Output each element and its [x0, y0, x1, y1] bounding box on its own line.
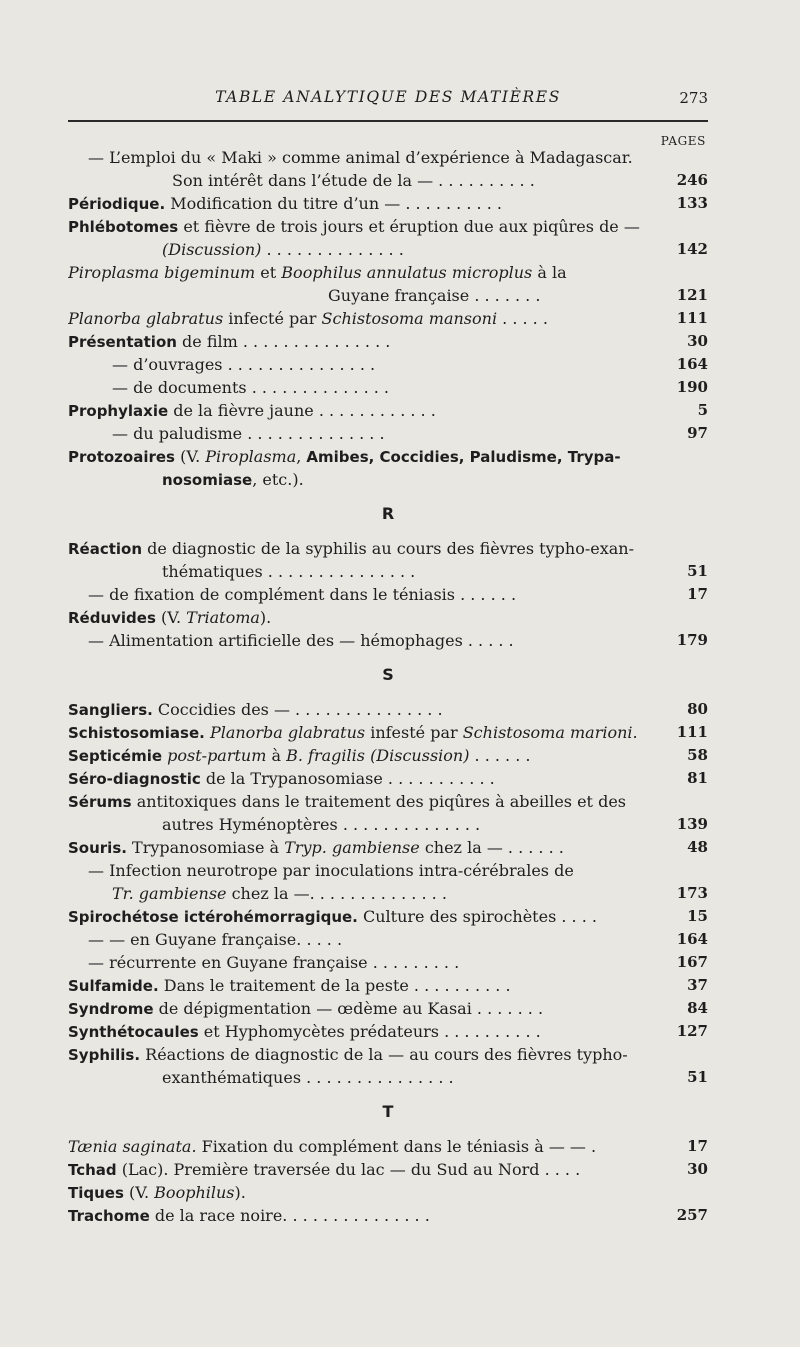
entry-text — [88, 859, 640, 882]
entry-keyword: Séro-diagnostic — [68, 770, 201, 788]
index-entry — [68, 1066, 708, 1089]
index-entry — [68, 836, 708, 859]
entry-text — [68, 997, 640, 1021]
entry-keyword: Septicémie — [68, 747, 163, 765]
entry-keyword: Synthétocaules — [68, 1023, 199, 1041]
index-entry — [68, 192, 708, 215]
entry-text-run: thématiques . . . . . . . . . . . . . . . — [162, 562, 416, 581]
entry-text-run: — Infection neurotrope par inoculations intra-cérébrales de — [88, 861, 574, 880]
index-entry — [68, 767, 708, 790]
entry-keyword: Réduvides — [68, 609, 156, 627]
entry-text — [88, 928, 640, 951]
entry-text-run: — de fixation de complément dans le téniasis . . . . . . — [88, 585, 517, 604]
index-entry — [68, 215, 708, 238]
entry-italic-text: Tr. gambiense — [112, 884, 227, 903]
entry-text — [68, 606, 640, 630]
index-entry — [68, 330, 708, 353]
entry-page-number: 37 — [687, 976, 708, 994]
entry-text-run: Trypanosomiase à — [126, 838, 285, 857]
entry-keyword: Trachome — [68, 1207, 150, 1225]
entry-text-run: infesté par — [365, 723, 463, 742]
entry-page-number: 164 — [676, 930, 708, 948]
page-number: 273 — [679, 89, 708, 107]
index-entry — [68, 146, 708, 169]
entry-text — [68, 698, 640, 722]
entry-text — [112, 353, 640, 376]
entry-text-run: à la — [532, 263, 567, 282]
entry-text-run: — du paludisme . . . . . . . . . . . . . . — [112, 424, 385, 443]
index-entry — [68, 905, 708, 928]
entry-text-run: de la race noire. . . . . . . . . . . . . . . — [149, 1206, 430, 1225]
entry-text-run: autres Hyménoptères . . . . . . . . . . . . . . — [162, 815, 481, 834]
entry-text — [172, 169, 640, 192]
entry-text — [88, 629, 640, 652]
entry-keyword: nosomiase — [162, 471, 253, 489]
entry-text-run: et — [255, 263, 282, 282]
entry-keyword: Prophylaxie — [68, 402, 169, 420]
entry-text — [68, 905, 640, 929]
entry-italic-text: Piroplasma — [205, 447, 297, 466]
entry-keyword: Spirochétose ictérohémorragique. — [68, 908, 358, 926]
entry-text-run: — récurrente en Guyane française . . . . . . . . . — [88, 953, 460, 972]
entry-page-number: 17 — [687, 1137, 708, 1155]
entry-page-number: 111 — [676, 723, 708, 741]
entry-text-run: . . . . . . — [469, 746, 531, 765]
index-entry — [68, 261, 708, 284]
entry-italic-text: (Discussion) — [370, 746, 470, 765]
entry-text — [68, 307, 640, 330]
entry-text-run: — Alimentation artificielle des — hémophages . . . . . — [88, 631, 514, 650]
entry-page-number: 167 — [676, 953, 708, 971]
entry-page-number: 30 — [687, 1160, 708, 1178]
entry-page-number: 15 — [687, 907, 708, 925]
entry-text-run: et Hyphomycètes prédateurs . . . . . . . . . . — [198, 1022, 541, 1041]
entry-text-run: ). — [234, 1183, 246, 1202]
entry-text — [68, 1181, 640, 1205]
entry-text — [88, 951, 640, 974]
entry-keyword: Tchad — [68, 1161, 117, 1179]
entry-page-number: 81 — [687, 769, 708, 787]
entry-text — [112, 882, 640, 905]
index-entry — [68, 376, 708, 399]
index-list — [68, 146, 708, 1227]
entry-text-run: infecté par — [223, 309, 322, 328]
section-letter: S — [382, 665, 394, 684]
entry-text-run: ). — [259, 608, 272, 627]
entry-text — [68, 1158, 640, 1182]
entry-text — [112, 422, 640, 445]
index-entry — [68, 583, 708, 606]
entry-text-run: Guyane française . . . . . . . — [328, 286, 541, 305]
entry-page-number: 190 — [676, 378, 708, 396]
entry-keyword: Protozoaires — [68, 448, 175, 466]
entry-page-number: 127 — [676, 1022, 708, 1040]
entry-text — [88, 583, 640, 606]
index-entry — [68, 1043, 708, 1066]
entry-text-run: Modification du titre d’un — . . . . . . . . . . — [165, 194, 502, 213]
entry-text — [68, 261, 640, 284]
entry-text-run: (V. — [123, 1183, 155, 1202]
entry-italic-text: Triatoma — [186, 608, 260, 627]
entry-text — [68, 767, 640, 791]
index-entry — [68, 399, 708, 422]
index-entry — [68, 790, 708, 813]
entry-italic-text: Tryp. gambiense — [284, 838, 420, 857]
entry-text — [68, 721, 640, 745]
entry-page-number: 121 — [676, 286, 708, 304]
entry-text — [68, 790, 640, 814]
entry-italic-text: Schistosoma marioni. — [462, 723, 638, 742]
entry-text-run: antitoxiques dans le traitement des piqûres à abeilles et des — [131, 792, 626, 811]
index-entry — [68, 698, 708, 721]
entry-page-number: 246 — [676, 171, 708, 189]
entry-page-number: 58 — [687, 746, 708, 764]
entry-keyword: Schistosomiase. — [68, 724, 205, 742]
entry-italic-text: Boophilus — [154, 1183, 235, 1202]
entry-text-run: de diagnostic de la syphilis au cours des fièvres typho-exan- — [142, 539, 634, 558]
entry-text-run: — d’ouvrages . . . . . . . . . . . . . . . — [112, 355, 376, 374]
entry-italic-text: Boophilus annulatus microplus — [281, 263, 533, 282]
entry-page-number: 51 — [687, 1068, 708, 1086]
entry-text — [162, 560, 640, 583]
entry-text-run: de film . . . . . . . . . . . . . . . — [176, 332, 391, 351]
entry-text-run: . . . . . — [497, 309, 548, 328]
entry-text-run: . . . . . . . . . . . . . . — [261, 240, 404, 259]
index-entry — [68, 445, 708, 468]
index-entry — [68, 468, 708, 491]
index-entry — [68, 1204, 708, 1227]
entry-text — [88, 146, 640, 169]
entry-keyword: Périodique. — [68, 195, 166, 213]
entry-text — [68, 192, 640, 216]
entry-text-run: chez la — . . . . . . — [419, 838, 564, 857]
entry-page-number: 179 — [676, 631, 708, 649]
index-entry — [68, 284, 708, 307]
entry-text-run: (V. — [174, 447, 206, 466]
entry-page-number: 5 — [697, 401, 708, 419]
index-entry — [68, 606, 708, 629]
entry-text-run: , etc.). — [252, 470, 304, 489]
index-entry — [68, 974, 708, 997]
entry-keyword: Phlébotomes — [68, 218, 179, 236]
entry-text-run: chez la —. . . . . . . . . . . . . . — [226, 884, 447, 903]
index-entry — [68, 859, 708, 882]
entry-keyword: Syphilis. — [68, 1046, 141, 1064]
entry-italic-text: (Discussion) — [162, 240, 262, 259]
entry-text-run: Coccidies des — . . . . . . . . . . . . . . . — [152, 700, 443, 719]
index-entry — [68, 1158, 708, 1181]
index-entry — [68, 928, 708, 951]
entry-text — [68, 399, 640, 423]
entry-page-number: 142 — [676, 240, 708, 258]
entry-page-number: 80 — [687, 700, 708, 718]
entry-italic-text: post-partum — [167, 746, 267, 765]
entry-keyword: Sérums — [68, 793, 132, 811]
entry-text — [68, 1020, 640, 1044]
entry-text-run: à — [266, 746, 287, 765]
entry-text-run: Fixation du complément dans le téniasis à — — . — [196, 1137, 597, 1156]
index-entry — [68, 721, 708, 744]
entry-italic-text: B. fragilis — [286, 746, 365, 765]
entry-page-number: 111 — [676, 309, 708, 327]
entry-keyword: Sulfamide. — [68, 977, 159, 995]
entry-text-run: Culture des spirochètes . . . . — [357, 907, 597, 926]
entry-text — [112, 376, 640, 399]
entry-page-number: 164 — [676, 355, 708, 373]
entry-page-number: 97 — [687, 424, 708, 442]
entry-text-run: Son intérêt dans l’étude de la — . . . . . . . . . . — [172, 171, 535, 190]
index-entry — [68, 353, 708, 376]
entry-italic-text: Tænia saginata. — [68, 1137, 197, 1156]
entry-text — [68, 1135, 640, 1158]
entry-text — [68, 330, 640, 354]
entry-page-number: 139 — [676, 815, 708, 833]
entry-keyword: Réaction — [68, 540, 143, 558]
entry-text — [162, 468, 640, 492]
entry-text-run: Dans le traitement de la peste . . . . . . . . . . — [158, 976, 511, 995]
pages-column-label: PAGES — [660, 134, 706, 148]
entry-keyword: Tiques — [68, 1184, 124, 1202]
running-title: TABLE ANALYTIQUE DES MATIÈRES — [215, 88, 561, 106]
entry-text — [68, 537, 640, 561]
entry-text-run: — — en Guyane française. . . . . — [88, 930, 343, 949]
entry-keyword: Syndrome — [68, 1000, 154, 1018]
entry-text-run: de la Trypanosomiase . . . . . . . . . . . — [200, 769, 495, 788]
index-entry — [68, 1181, 708, 1204]
entry-text-run: de dépigmentation — œdème au Kasai . . . . . . . — [153, 999, 544, 1018]
entry-text-run: Réactions de diagnostic de la — au cours des fièvres typho- — [140, 1045, 628, 1064]
index-entry — [68, 997, 708, 1020]
entry-page-number: 84 — [687, 999, 708, 1017]
entry-text-run: — L’emploi du « Maki » comme animal d’expérience à Madagascar. — [88, 148, 633, 167]
index-entry — [68, 238, 708, 261]
index-entry — [68, 744, 708, 767]
entry-text-run: exanthématiques . . . . . . . . . . . . . . . — [162, 1068, 454, 1087]
entry-page-number: 173 — [676, 884, 708, 902]
entry-text-run: de la fièvre jaune . . . . . . . . . . . . — [168, 401, 436, 420]
entry-keyword: Amibes, Coccidies, Paludisme, Trypa- — [306, 448, 621, 466]
index-entry — [68, 629, 708, 652]
entry-text — [328, 284, 640, 307]
entry-page-number: 30 — [687, 332, 708, 350]
entry-text — [68, 1204, 640, 1228]
entry-keyword: Présentation — [68, 333, 177, 351]
entry-italic-text: Piroplasma bigeminum — [68, 263, 256, 282]
entry-text-run: et fièvre de trois jours et éruption due aux piqûres de — — [178, 217, 640, 236]
entry-text — [68, 445, 640, 469]
entry-page-number: 257 — [676, 1206, 708, 1224]
entry-keyword: Sangliers. — [68, 701, 153, 719]
entry-text-run: (Lac). Première traversée du lac — du Sud au Nord . . . . — [116, 1160, 581, 1179]
entry-text — [162, 813, 640, 836]
index-entry — [68, 882, 708, 905]
index-entry — [68, 422, 708, 445]
entry-text — [162, 1066, 640, 1089]
entry-text-run: , — [296, 447, 307, 466]
entry-page-number: 48 — [687, 838, 708, 856]
index-entry — [68, 307, 708, 330]
index-entry — [68, 951, 708, 974]
section-letter: T — [382, 1102, 394, 1121]
entry-page-number: 51 — [687, 562, 708, 580]
index-entry — [68, 813, 708, 836]
section-letter: R — [381, 504, 395, 523]
entry-text — [68, 215, 640, 239]
entry-italic-text: Planorba glabratus — [209, 723, 366, 742]
index-entry — [68, 1020, 708, 1043]
index-entry — [68, 560, 708, 583]
header-rule — [68, 120, 708, 122]
entry-text — [68, 974, 640, 998]
entry-keyword: Souris. — [68, 839, 127, 857]
index-entry — [68, 169, 708, 192]
entry-page-number: 17 — [687, 585, 708, 603]
entry-text — [68, 836, 640, 860]
entry-italic-text: Planorba glabratus — [68, 309, 224, 328]
entry-text — [68, 1043, 640, 1067]
index-entry — [68, 1135, 708, 1158]
entry-text — [162, 238, 640, 261]
entry-page-number: 133 — [676, 194, 708, 212]
page-header — [68, 88, 708, 114]
index-entry — [68, 537, 708, 560]
entry-italic-text: Schistosoma mansoni — [321, 309, 498, 328]
entry-text-run: (V. — [155, 608, 187, 627]
entry-text-run: — de documents . . . . . . . . . . . . . . — [112, 378, 390, 397]
entry-text — [68, 744, 640, 768]
